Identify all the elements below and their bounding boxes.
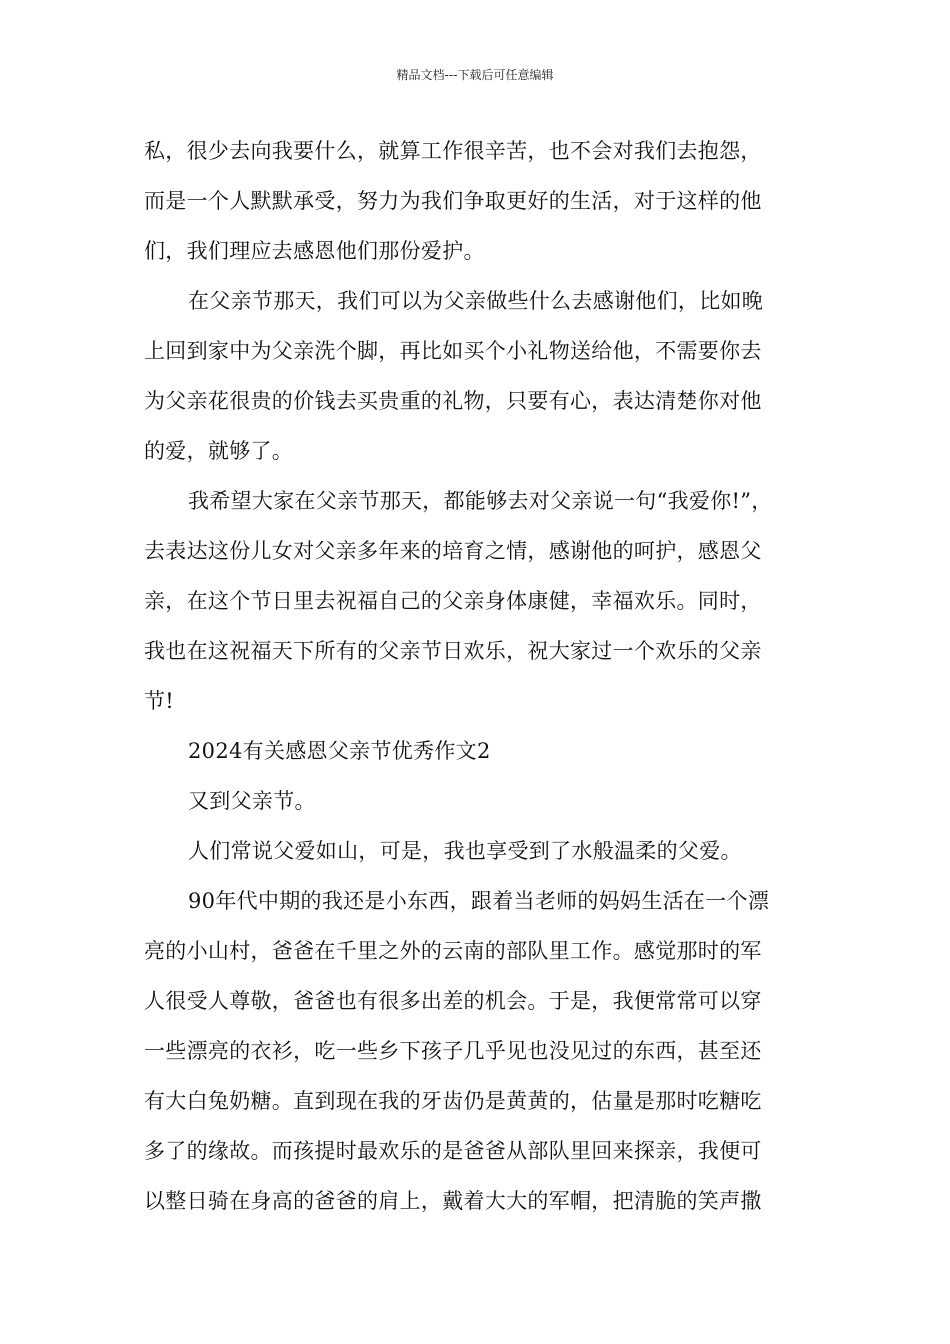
paragraph — [144, 776, 816, 826]
text-line: 节! — [144, 689, 175, 713]
text-line: 以整日骑在身高的爸爸的肩上，戴着大大的军帽，把清脆的笑声撒 — [144, 1189, 762, 1213]
paragraph — [144, 276, 816, 476]
text-line: 上回到家中为父亲洗个脚，再比如买个小礼物送给他，不需要你去 — [144, 339, 762, 363]
text-line: 有大白兔奶糖。直到现在我的牙齿仍是黄黄的，估量是那时吃糖吃 — [144, 1089, 762, 1113]
document-body — [144, 126, 816, 1226]
text-line: 为父亲花很贵的价钱去买贵重的礼物，只要有心，表达清楚你对他 — [144, 389, 762, 413]
text-line: 我希望大家在父亲节那天，都能够去对父亲说一句“我爱你!”， — [188, 489, 773, 513]
text-line: 在父亲节那天，我们可以为父亲做些什么去感谢他们，比如晚 — [188, 289, 764, 313]
text-line: 人很受人尊敬，爸爸也有很多出差的机会。于是，我便常常可以穿 — [144, 989, 762, 1013]
text-line: 又到父亲节。 — [188, 789, 316, 813]
text-line: 们，我们理应去感恩他们那份爱护。 — [144, 239, 485, 263]
text-line: 多了的缘故。而孩提时最欢乐的是爸爸从部队里回来探亲，我便可 — [144, 1139, 762, 1163]
text-line: 一些漂亮的衣衫，吃一些乡下孩子几乎见也没见过的东西，甚至还 — [144, 1039, 762, 1063]
paragraph — [144, 476, 816, 726]
text-line: 人们常说父爱如山，可是，我也享受到了水般温柔的父爱。 — [188, 839, 742, 863]
page-header: 精品文档---下载后可任意编辑 — [396, 68, 554, 82]
paragraph — [144, 876, 816, 1226]
text-line: 亲，在这个节日里去祝福自己的父亲身体康健，幸福欢乐。同时， — [144, 589, 762, 613]
text-line: 去表达这份儿女对父亲多年来的培育之情，感谢他的呵护，感恩父 — [144, 539, 762, 563]
section-heading — [144, 726, 816, 776]
text-line: 而是一个人默默承受，努力为我们争取更好的生活，对于这样的他 — [144, 189, 762, 213]
text-line: 90年代中期的我还是小东西，跟着当老师的妈妈生活在一个漂 — [188, 889, 770, 913]
text-line: 亮的小山村，爸爸在千里之外的云南的部队里工作。感觉那时的军 — [144, 939, 762, 963]
text-line: 我也在这祝福天下所有的父亲节日欢乐，祝大家过一个欢乐的父亲 — [144, 639, 762, 663]
text-line: 2024有关感恩父亲节优秀作文2 — [188, 739, 491, 763]
text-line: 的爱，就够了。 — [144, 439, 294, 463]
paragraph — [144, 826, 816, 876]
paragraph — [144, 126, 816, 276]
text-line: 私，很少去向我要什么，就算工作很辛苦，也不会对我们去抱怨， — [144, 139, 762, 163]
